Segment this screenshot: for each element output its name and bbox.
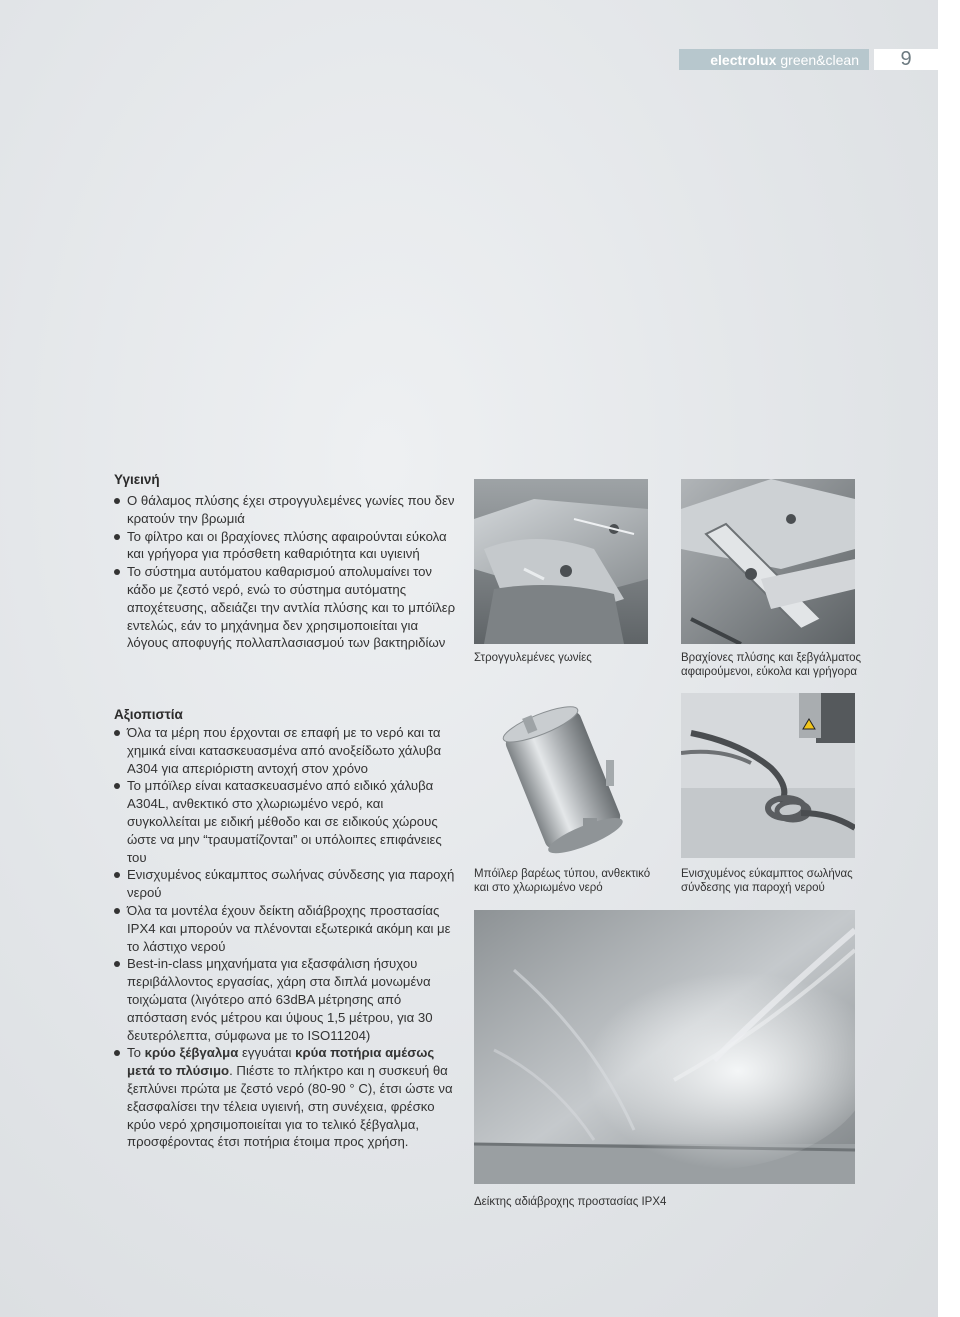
ipx4-photo (474, 910, 855, 1184)
list-item: Ενισχυμένος εύκαμπτος σωλήνας σύνδεσης για παροχή νερού (114, 866, 459, 902)
page-margin (938, 0, 960, 1317)
brand-header (679, 49, 869, 70)
list-item: Το σύστημα αυτόματου καθαρισμού απολυμαίνει τον κάδο με ζεστό νερό, ενώ το σύστημα αυτόματης αποχέτευσης, αδειάζει την αντλία πλύσης και το μπόϊλερ εντελώς, εάν το μηχάνημα δεν χρησιμοποιείται για λόγους αποφυγής πολλαπλασιασμού των βακτηριδίων (114, 563, 459, 652)
hygiene-list (114, 492, 459, 652)
cold-rinse-highlight: κρύο ξέβγαλμα (144, 1045, 239, 1061)
list-item: Όλα τα μέρη που έρχονται σε επαφή με το νερό και τα χημικά είναι κατασκευασμένα από ανοξείδωτο χάλυβα A304 για απεριόριστη αντοχή στον χρόνο (114, 724, 459, 777)
brand-name: electrolux (710, 51, 777, 68)
brand-tagline: green&clean (780, 51, 859, 68)
hose-photo (681, 693, 855, 858)
boiler-photo (488, 700, 638, 860)
list-item-text: εγγυάται (238, 1045, 296, 1061)
list-item: Ο θάλαμος πλύσης έχει στρογγυλεμένες γωνίες που δεν κρατούν την βρωμιά (114, 492, 459, 528)
list-item: Best-in-class μηχανήματα για εξασφάλιση ήσυχου περιβάλλοντος εργασίας, χάρη στα διπλά μονωμένα τοιχώματα (λιγότερο από 63dBA μέτρησης από απόσταση ενός μέτρου και ύψους 1,5 μέτρου, για 30 δευτερόλεπτα, σύμφωνα με το ISO11204) (114, 955, 459, 1044)
ipx4-caption: Δείκτης αδιάβροχης προστασίας IPX4 (474, 1196, 667, 1208)
cold-glasses-highlight: κρύα ποτήρια αμέσως μετά το πλύσιμο (127, 1045, 435, 1079)
list-item: Το μπόϊλερ είναι κατασκευασμένο από ειδικό χάλυβα A304L, ανθεκτικό στο χλωριωμένο νερό, και συγκολλείται με ειδική μέθοδο και σε ειδικούς χώρους ώστε να μην “τραυματίζονται” οι υπόλοιπες επιφάνειες του (114, 777, 459, 866)
hose-caption: Ενισχυμένος εύκαμπτος σωλήνας σύνδεσης για παροχή νερού (681, 868, 853, 894)
list-item (114, 1044, 459, 1151)
wash-arms-caption: Βραχίονες πλύσης και ξεβγάλματος αφαιρούμενοι, εύκολα και γρήγορα (681, 652, 862, 678)
reliability-list (114, 724, 459, 1151)
list-item: Το φίλτρο και οι βραχίονες πλύσης αφαιρούνται εύκολα και γρήγορα για πρόσθετη καθαριότητα και υγιεινή (114, 528, 459, 564)
reliability-title: Αξιοπιστία (114, 707, 183, 722)
rounded-corners-caption: Στρογγυλεμένες γωνίες (474, 652, 592, 664)
list-item-text: . Πιέστε το πλήκτρο και η συσκευή θα ξεπλύνει πρώτα με ζεστό νερό (80-90 ° C), έτσι ώστε να εξασφαλίσει την τέλεια υγιεινή, στη συνέχεια, φρέσκο κρύο νερό χρησιμοποιείται για το τελικό ξέβγαλμα, προσφέροντας έτσι ποτήρια έτοιμα προς χρήση. (127, 1063, 453, 1150)
list-item: Όλα τα μοντέλα έχουν δείκτη αδιάβροχης προστασίας IPX4 και μπορούν να πλένονται εξωτερικά ακόμη και με το λάστιχο νερού (114, 902, 459, 955)
list-item-text: Το (127, 1045, 145, 1061)
wash-arms-photo (681, 479, 855, 644)
page-number: 9 (874, 49, 938, 70)
hygiene-title: Υγιεινή (114, 472, 160, 487)
boiler-caption: Μπόϊλερ βαρέως τύπου, ανθεκτικό και στο χλωριωμένο νερό (474, 868, 651, 894)
rounded-corners-photo (474, 479, 648, 644)
